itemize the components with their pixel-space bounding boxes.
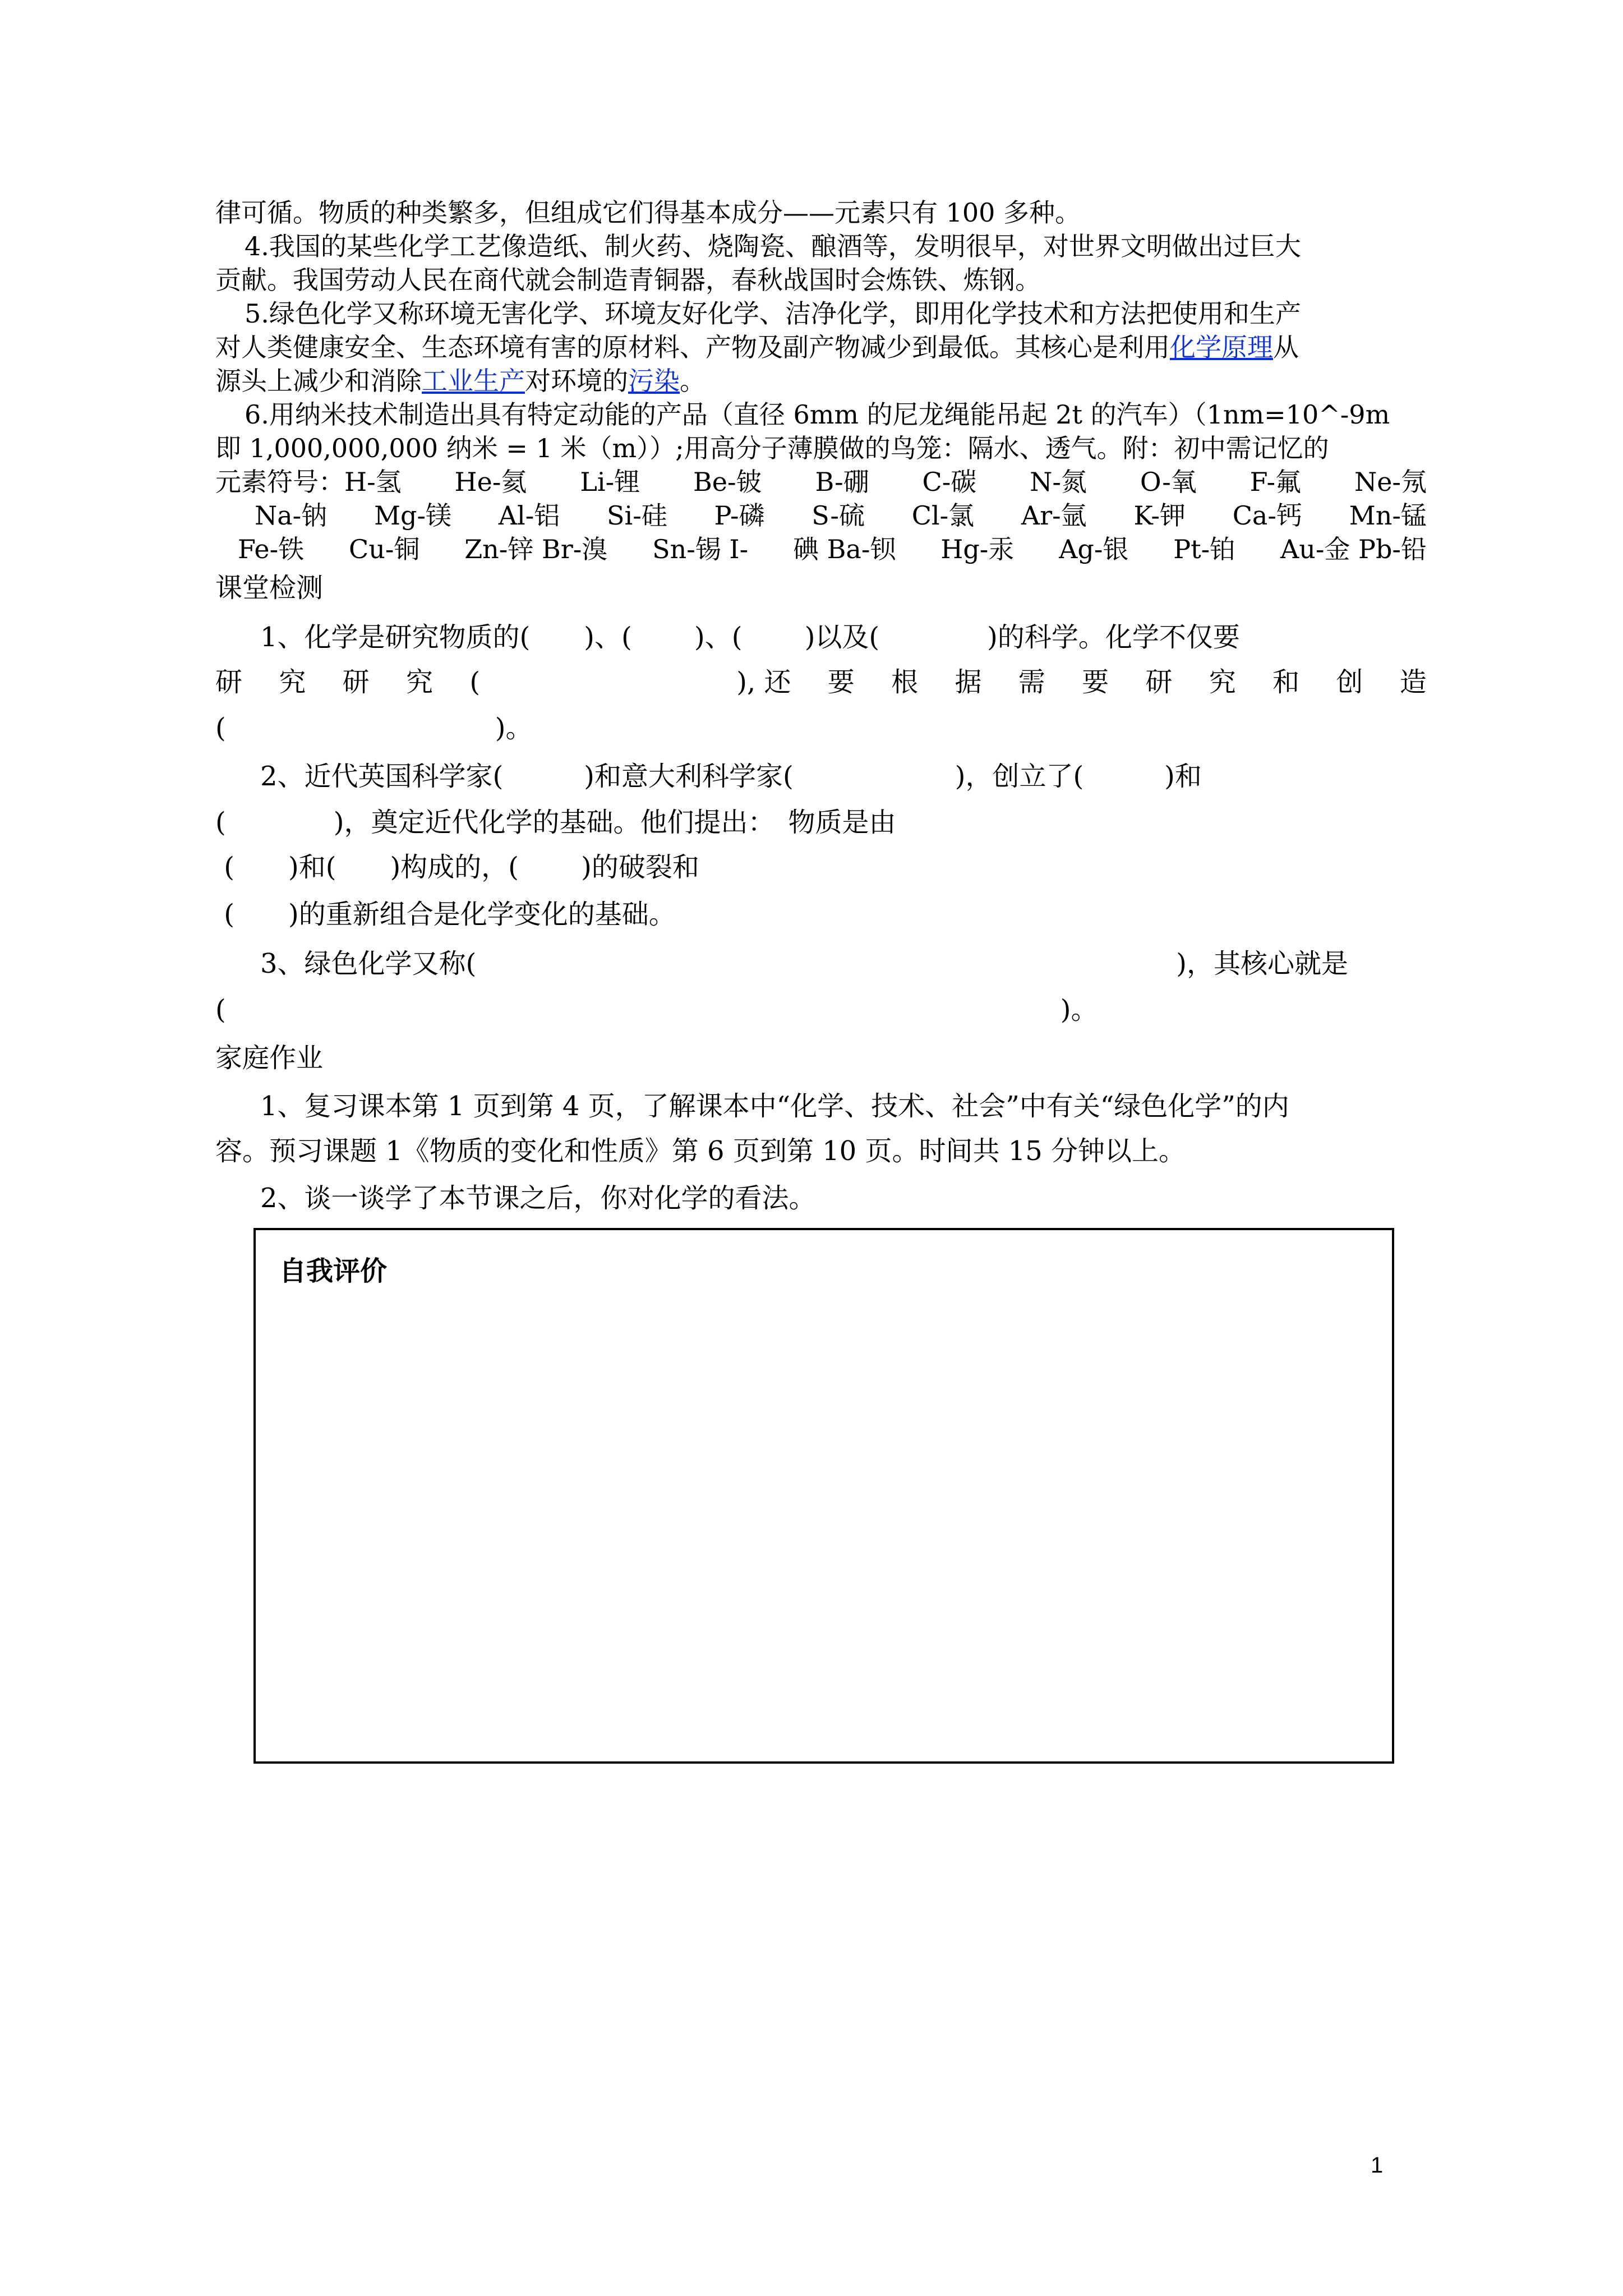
intro-line-1: 律可循。物质的种类繁多，但组成它们得基本成分——元素只有 100 多种。 [215, 197, 1081, 228]
element-symbol: Mn-锰 [1349, 500, 1427, 531]
question-text: 研 [215, 666, 243, 698]
element-symbol: S-硫 [811, 500, 865, 531]
element-symbol: N-氮 [1030, 467, 1087, 497]
paragraph-4-line-2: 贡献。我国劳动人民在商代就会制造青铜器，春秋战国时会炼铁、炼钢。 [215, 265, 1041, 295]
element-symbol: Zn-锌 Br-溴 [464, 534, 608, 564]
element-symbol: Mg-镁 [374, 500, 452, 531]
element-symbols-row-1 [215, 466, 1427, 498]
pollution-link[interactable]: 污染 [628, 366, 680, 396]
element-symbol: Ar-氩 [1021, 500, 1087, 531]
question-text: 究 [279, 666, 306, 698]
element-symbols-row-2 [255, 499, 1427, 532]
question-text: 要 [827, 666, 855, 698]
question-3-line-1: 3、绿色化学又称( )，其核心就是 [260, 948, 1348, 979]
paragraph-5-text: 对环境的 [525, 366, 628, 396]
chemistry-principle-link[interactable]: 化学原理 [1170, 332, 1273, 362]
homework-2-line-1: 2、谈一谈学了本节课之后，你对化学的看法。 [260, 1182, 816, 1214]
element-symbol: Na-钠 [255, 500, 328, 531]
element-symbol: Al-铝 [498, 500, 560, 531]
question-1-line-1: 1、化学是研究物质的( )、( )、( )以及( )的科学。化学不仅要 [260, 622, 1240, 653]
element-symbol: Cl-氯 [911, 500, 975, 531]
element-symbol: Sn-锡 I- [652, 534, 749, 564]
element-symbol: 元素符号：H-氢 [215, 467, 402, 497]
element-symbol: P-磷 [714, 500, 765, 531]
element-symbol: Ca-钙 [1232, 500, 1302, 531]
element-symbols-row-3 [238, 533, 1427, 565]
element-symbol: Fe-铁 [238, 534, 305, 564]
question-text: 根 [891, 666, 919, 698]
question-1-line-2 [215, 665, 1427, 699]
self-evaluation-title: 自我评价 [279, 1255, 388, 1287]
question-text: 要 [1082, 666, 1109, 698]
question-text: 究 [1209, 666, 1236, 698]
paragraph-6-line-2: 即 1,000,000,000 纳米 = 1 米（m））;用高分子薄膜做的鸟笼：隔水、透气。附：初中需记忆的 [215, 433, 1329, 463]
paragraph-5-line-3 [215, 365, 706, 397]
question-text: 研 [1145, 666, 1173, 698]
element-symbol: Ag-银 [1059, 534, 1129, 564]
question-2-line-1: 2、近代英国科学家( )和意大利科学家( )，创立了( )和 [260, 761, 1202, 792]
question-text: 究 [405, 666, 433, 698]
element-symbol: C-碳 [922, 467, 977, 497]
question-text: 研 [342, 666, 370, 698]
element-symbol: 碘 Ba-钡 [792, 534, 896, 564]
paragraph-5-text: 。 [680, 366, 706, 396]
paragraph-5-line-1: 5.绿色化学又称环境无害化学、环境友好化学、洁净化学，即用化学技术和方法把使用和生产 [245, 298, 1301, 329]
element-symbol: Si-硅 [607, 500, 667, 531]
element-symbol: Au-金 Pb-铅 [1280, 534, 1427, 564]
paragraph-5-line-2 [215, 331, 1299, 364]
element-symbol: Be-铍 [693, 467, 762, 497]
paragraph-5-text: 从 [1273, 332, 1299, 362]
question-3-line-2: ( )。 [215, 994, 1098, 1025]
element-symbol: Ne-氖 [1354, 467, 1427, 497]
classroom-check-heading: 课堂检测 [215, 572, 324, 604]
paragraph-4-line-1: 4.我国的某些化学工艺像造纸、制火药、烧陶瓷、酿酒等，发明很早，对世界文明做出过巨大 [245, 231, 1301, 261]
answer-blank-open: ( [469, 666, 481, 698]
page-number: 1 [1371, 2153, 1384, 2178]
homework-1-line-1: 1、复习课本第 1 页到第 4 页，了解课本中“化学、技术、社会”中有关“绿色化学”的内 [260, 1091, 1289, 1122]
question-2-line-4: ( )的重新组合是化学变化的基础。 [215, 899, 676, 930]
question-text: 和 [1272, 666, 1300, 698]
industrial-production-link[interactable]: 工业生产 [422, 366, 525, 396]
element-symbol: F-氟 [1249, 467, 1302, 497]
element-symbol: Li-锂 [580, 467, 640, 497]
element-symbol: Pt-铂 [1173, 534, 1236, 564]
self-evaluation-box[interactable] [253, 1228, 1394, 1764]
question-text: 造 [1399, 666, 1427, 698]
question-1-line-3: ( )。 [215, 712, 533, 744]
element-symbol: Cu-铜 [349, 534, 420, 564]
paragraph-5-text: 对人类健康安全、生态环境有害的原材料、产物及副产物减少到最低。其核心是利用 [215, 332, 1170, 362]
paragraph-6-line-1: 6.用纳米技术制造出具有特定动能的产品（直径 6mm 的尼龙绳能吊起 2t 的汽车）（1nm=10^-9m [245, 399, 1390, 430]
element-symbol: He-氦 [454, 467, 527, 497]
question-2-line-3: ( )和( )构成的，( )的破裂和 [215, 852, 699, 883]
element-symbol: O-氧 [1140, 467, 1197, 497]
paragraph-5-text: 源头上减少和消除 [215, 366, 422, 396]
question-text: 创 [1336, 666, 1363, 698]
element-symbol: K-钾 [1133, 500, 1186, 531]
homework-1-line-2: 容。预习课题 1《物质的变化和性质》第 6 页到第 10 页。时间共 15 分钟以上。 [215, 1135, 1186, 1167]
question-text: ), 还 [736, 666, 791, 698]
question-2-line-2: ( )，奠定近代化学的基础。他们提出： 物质是由 [215, 807, 896, 838]
question-text: 需 [1018, 666, 1045, 698]
question-text: 据 [955, 666, 982, 698]
homework-heading: 家庭作业 [215, 1042, 324, 1074]
element-symbol: Hg-汞 [940, 534, 1015, 564]
element-symbol: B-硼 [815, 467, 869, 497]
